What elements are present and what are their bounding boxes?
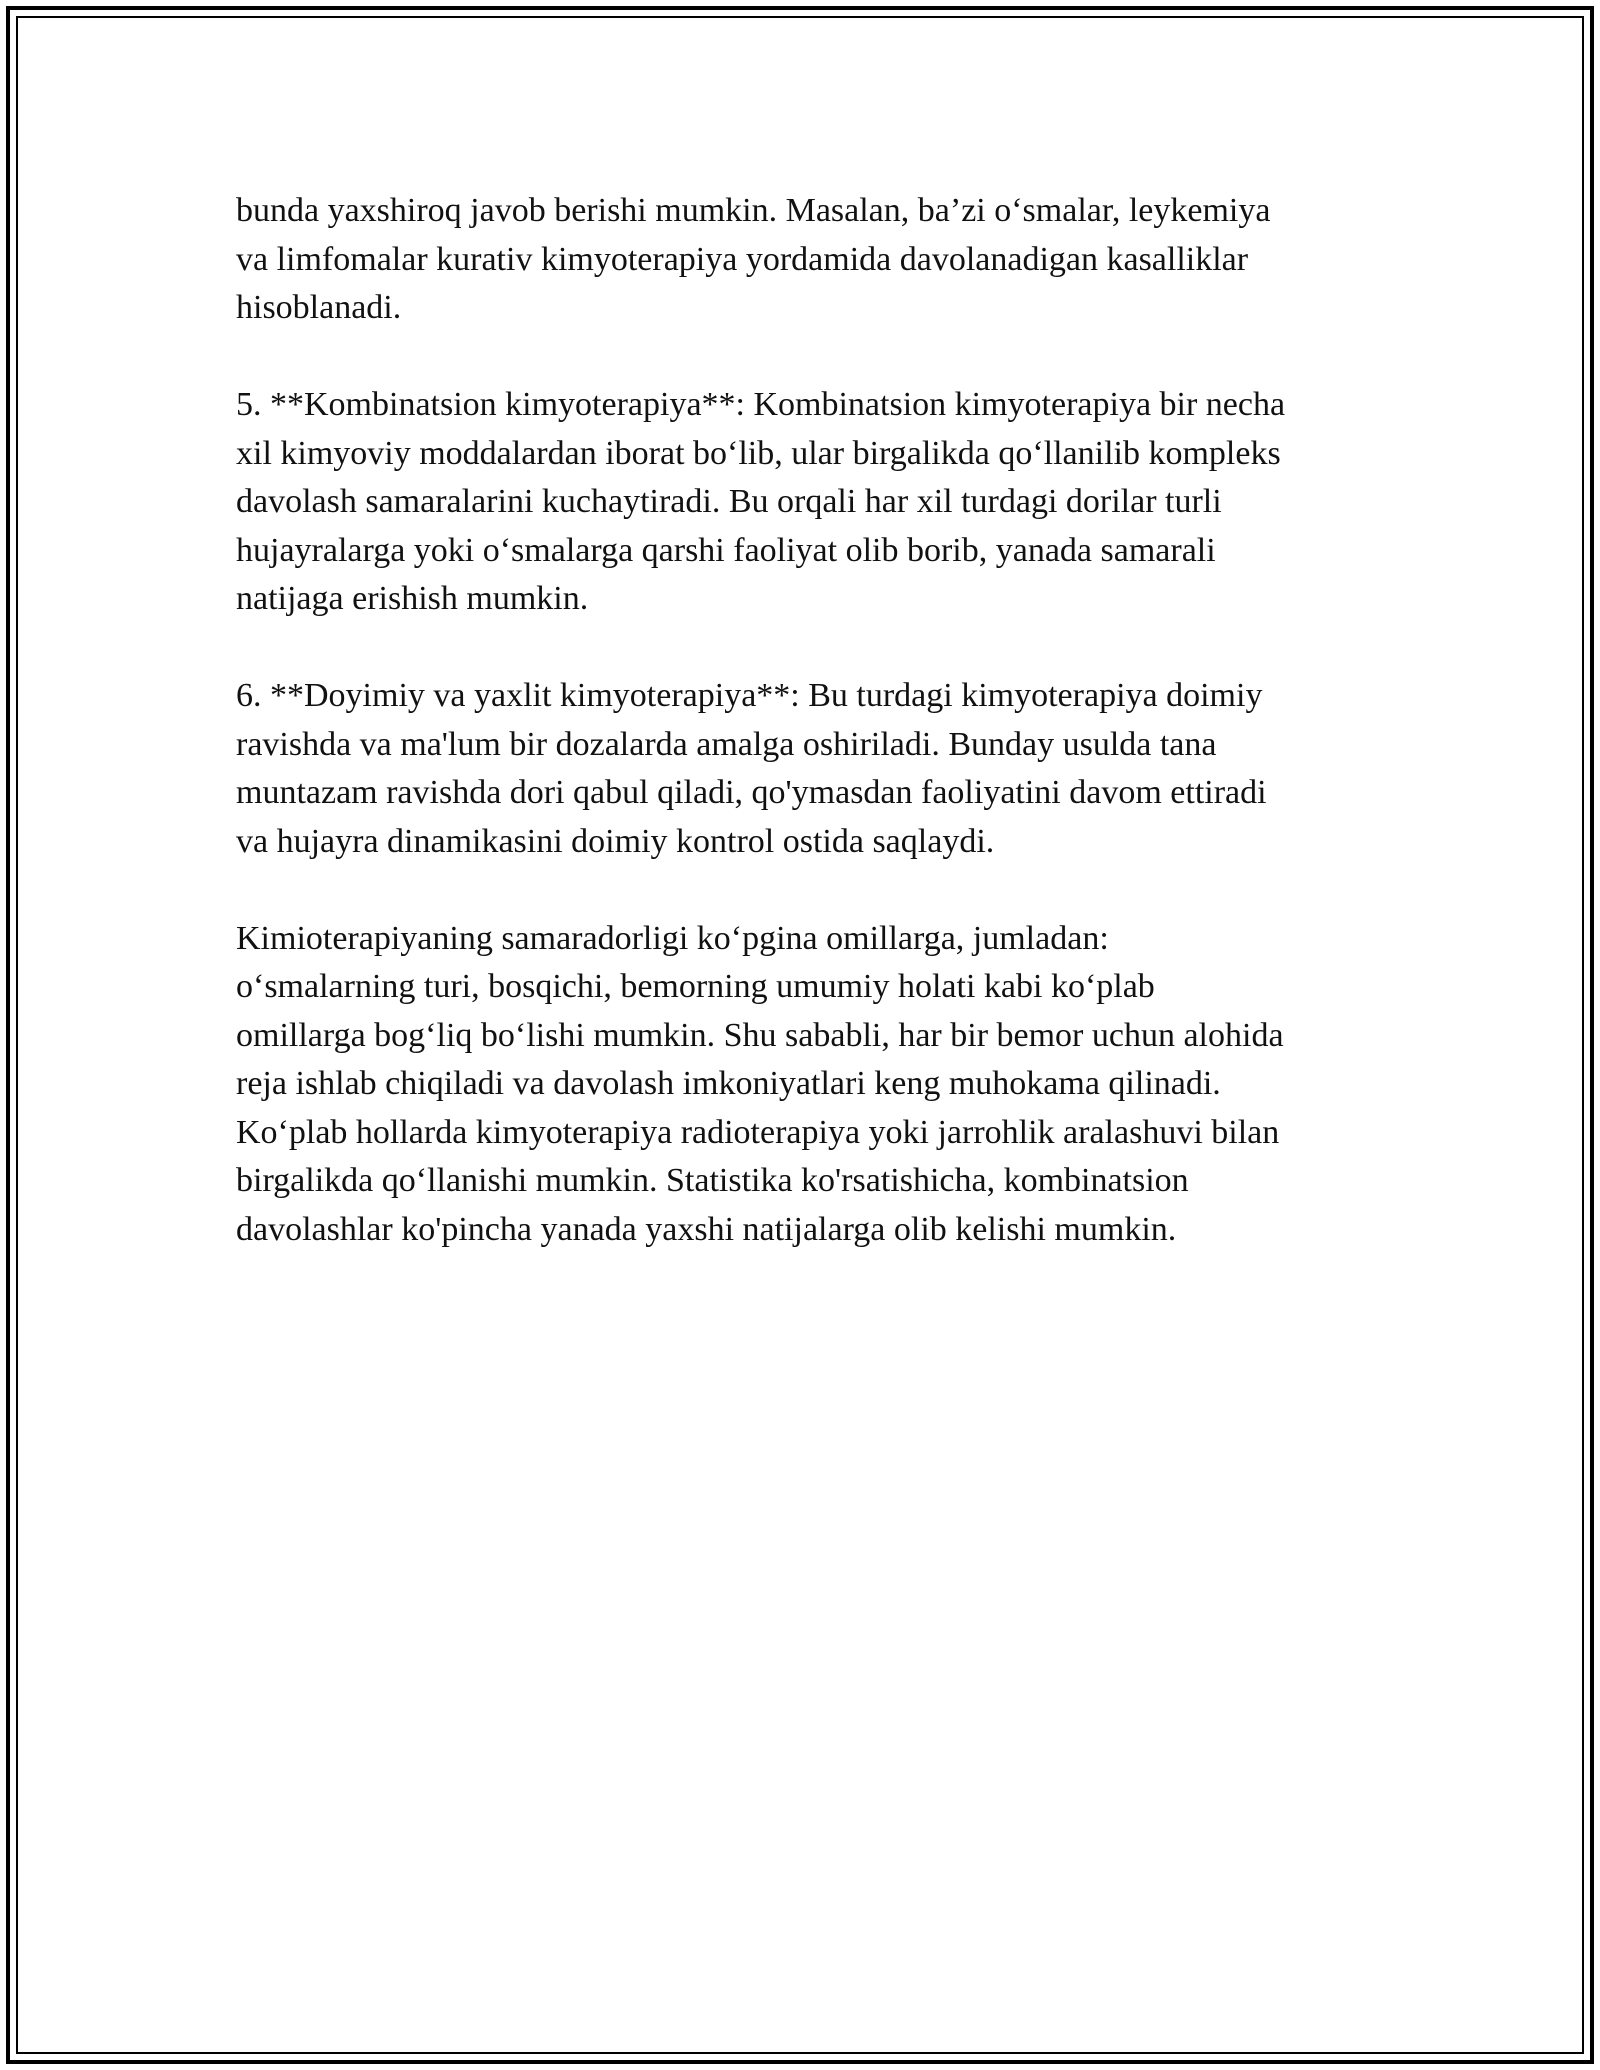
text-line: hisoblanadi. [236, 289, 402, 326]
text-line: 6. **Doyimiy va yaxlit kimyoterapiya**: Bu turdagi kimyoterapiya doimiy [236, 677, 1263, 714]
text-line: o‘smalarning turi, bosqichi, bemorning umumiy holati kabi ko‘plab [236, 968, 1155, 1005]
text-line: reja ishlab chiqiladi va davolash imkoniyatlari keng muhokama qilinadi. [236, 1065, 1221, 1102]
text-line: 5. **Kombinatsion kimyoterapiya**: Kombinatsion kimyoterapiya bir necha [236, 386, 1286, 423]
document-body [236, 187, 1376, 1303]
text-line: natijaga erishish mumkin. [236, 580, 589, 617]
text-line: bunda yaxshiroq javob berishi mumkin. Masalan, ba’zi o‘smalar, leykemiya [236, 192, 1271, 229]
text-line: hujayralarga yoki o‘smalarga qarshi faoliyat olib borib, yanada samarali [236, 531, 1216, 569]
paragraph-continuous-chemotherapy [236, 672, 1376, 866]
text-line: muntazam ravishda dori qabul qiladi, qo'ymasdan faoliyatini davom ettiradi [236, 774, 1267, 811]
paragraph-effectiveness [236, 915, 1376, 1255]
text-line: xil kimyoviy moddalardan iborat bo‘lib, ular birgalikda qo‘llanilib kompleks [236, 434, 1281, 472]
paragraph-combination-chemotherapy [236, 381, 1376, 624]
paragraph-curative-continuation [236, 187, 1376, 333]
text-line: Kimioterapiyaning samaradorligi ko‘pgina omillarga, jumladan: [236, 919, 1109, 957]
text-line: omillarga bog‘liq bo‘lishi mumkin. Shu sababli, har bir bemor uchun alohida [236, 1016, 1284, 1054]
text-line: Ko‘plab hollarda kimyoterapiya radioterapiya yoki jarrohlik aralashuvi bilan [236, 1113, 1280, 1151]
text-line: davolash samaralarini kuchaytiradi. Bu orqali har xil turdagi dorilar turli [236, 483, 1222, 520]
text-line: birgalikda qo‘llanishi mumkin. Statistika ko'rsatishicha, kombinatsion [236, 1162, 1189, 1199]
text-line: davolashlar ko'pincha yanada yaxshi natijalarga olib kelishi mumkin. [236, 1210, 1177, 1248]
text-line: va limfomalar kurativ kimyoterapiya yordamida davolanadigan kasalliklar [236, 240, 1249, 278]
text-line: va hujayra dinamikasini doimiy kontrol ostida saqlaydi. [236, 822, 995, 860]
text-line: ravishda va ma'lum bir dozalarda amalga oshiriladi. Bunday usulda tana [236, 725, 1217, 763]
